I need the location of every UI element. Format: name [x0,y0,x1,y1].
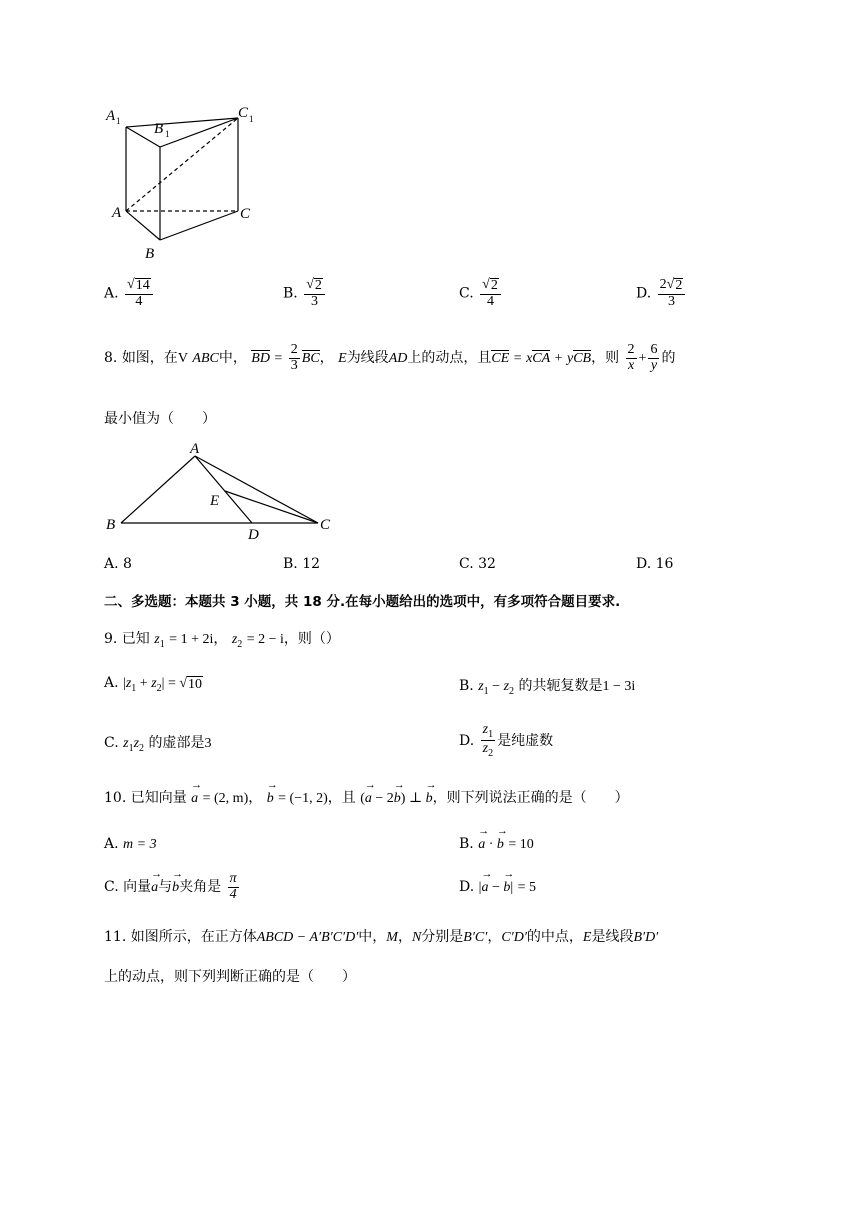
q9-stem: 9. 已知 $z_1 = 1 + 2i$， $z_2 = 2 - i$，则（） [104,631,340,650]
q7-option-b[interactable]: B. √ 2 3 [283,278,327,309]
q8-option-d[interactable]: D. 16 [636,556,674,572]
q11-stem: 11. 如图所示，在正方体ABCD − A′B′C′D′中，M，N分别是B′C′，C′D′的中点，E是线段B′D′ [104,929,659,945]
q10-option-d[interactable]: D. |a → − b →| = 5 [459,879,536,896]
label-a: A [190,441,200,457]
label-b1: B [154,121,164,137]
label-a: A [112,205,122,221]
q8-stem: 8. 如图，在V ABC中， BD = $\frac{2}{3}$ BC， E为线段AD上的动点，且CE = xCA + yCB，则 $\frac{2}{x}$ + $\frac{6}{y}$ 的 [104,342,676,373]
prism-figure [100,100,270,265]
q7-option-c[interactable]: C. √ 2 4 [459,278,503,309]
q9-option-b[interactable]: B. $z_1 - z_2$ 的共轭复数是1 − 3i [459,678,636,697]
label-e: E [210,493,220,509]
q11-stem-line2: 上的动点，则下列判断正确的是（ ） [104,969,356,985]
section-heading: 二、多选题：本题共 3 小题，共 18 分.在每小题给出的选项中，有多项符合题目要求. [104,594,621,610]
q7-option-a[interactable]: A. √ 14 4 [104,278,155,309]
label-a1: A [106,108,116,124]
q10-option-c[interactable]: C. 向量a →与b →夹角是 $\frac{\pi}{4}$ [104,872,241,902]
label-b1-sub: 1 [165,129,170,139]
q7-option-d[interactable]: D. 2 √ 2 3 [636,278,687,309]
label-b: B [145,246,155,262]
label-d: D [248,527,259,543]
label-c1-sub: 1 [249,114,254,124]
label-c: C [320,517,331,533]
q8-option-a[interactable]: A. 8 [104,556,132,572]
label-a1-sub: 1 [116,116,121,126]
q9-option-a[interactable]: A. $|z_1 + z_2|$ = √ 10 [104,675,203,694]
q8-option-c[interactable]: C. 32 [459,556,496,572]
label-b: B [106,517,116,533]
q8-option-b[interactable]: B. 12 [283,556,321,572]
q9-option-d[interactable]: D. $\frac{z_1}{z_2}$ 是纯虚数 [459,722,554,760]
q8-stem-line2: 最小值为（ ） [104,411,216,427]
label-c1: C [238,105,249,121]
triangle-figure [100,435,350,545]
q10-option-b[interactable]: B. a → · b → = 10 [459,836,534,853]
q10-option-a[interactable]: A. m = 3 [104,836,157,852]
q9-option-c[interactable]: C. $z_1z_2$ 的虚部是3 [104,735,212,754]
q10-stem: 10. 已知向量 a → = (2, m)， b → = (−1, 2)，且 (a → − 2b →) ⊥ b →，则下列说法正确的是（ ） [104,787,629,807]
label-c: C [240,206,251,222]
